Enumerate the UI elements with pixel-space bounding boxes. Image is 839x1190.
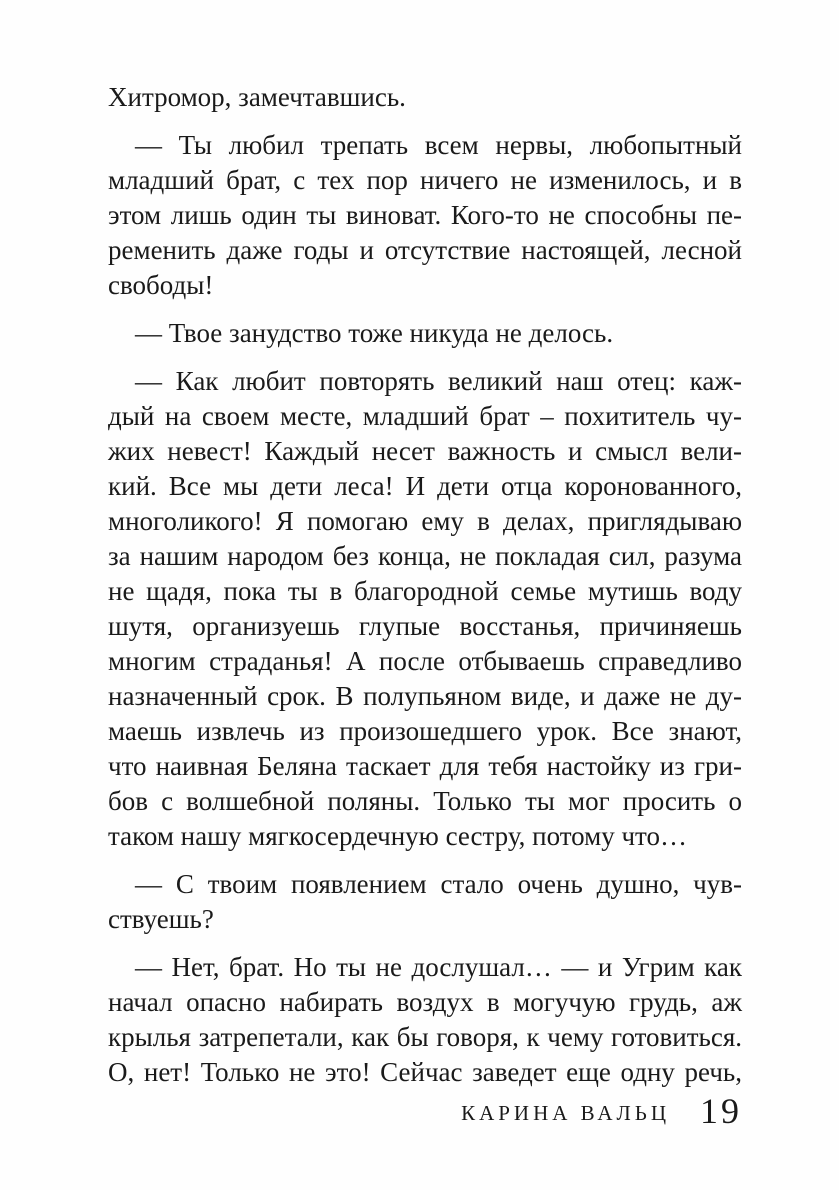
text-line: — Ты любил трепать всем нервы, любопытный [135, 130, 742, 160]
text-line: начал опасно набирать воздух в могучую грудь, аж [108, 987, 742, 1017]
text-line: маешь извлечь из произошедшего урок. Все знают, [108, 716, 742, 746]
paragraph [108, 950, 742, 1090]
text-line: — Нет, брат. Но ты не дослушал… — и Угрим как [135, 952, 742, 982]
text-line: кий. Все мы дети леса! И дети отца коронованного, [108, 471, 742, 501]
text-line: — Как любит повторять великий наш отец: каж- [135, 366, 742, 396]
paragraph [108, 867, 742, 937]
page-footer [108, 1088, 742, 1132]
paragraph [108, 316, 742, 351]
paragraph [108, 80, 742, 115]
text-line: — Твое занудство тоже никуда не делось. [135, 318, 614, 348]
text-line: дый на своем месте, младший брат – похититель чу- [108, 401, 742, 431]
text-line: этом лишь один ты виноват. Кого-то не способны пе- [108, 200, 742, 230]
text-line: — С твоим появлением стало очень душно, чув- [135, 869, 742, 899]
text-line: крылья затрепетали, как бы говоря, к чему готовиться. [108, 1022, 742, 1052]
text-line: таком нашу мягкосердечную сестру, потому что… [108, 821, 687, 851]
page-number: 19 [700, 1091, 742, 1131]
paragraph [108, 364, 742, 854]
text-line: многоликого! Я помогаю ему в делах, приглядываю [108, 506, 742, 536]
text-line: за нашим народом без конца, не покладая сил, разума [108, 541, 742, 571]
body-text [108, 80, 742, 1103]
paragraph [108, 128, 742, 303]
text-line: ременить даже годы и отсутствие настоящей, лесной [108, 235, 742, 265]
running-footer-author: КАРИНА ВАЛЬЦ [461, 1101, 670, 1125]
text-line: О, нет! Только не это! Сейчас заведет еще одну речь, [108, 1057, 742, 1087]
text-line: назначенный срок. В полупьяном виде, и даже не ду- [108, 681, 742, 711]
text-line: не щадя, пока ты в благородной семье мутишь воду [108, 576, 742, 606]
text-line: младший брат, с тех пор ничего не изменилось, и в [108, 165, 742, 195]
text-line: что наивная Беляна таскает для тебя настойку из гри- [108, 751, 742, 781]
text-line: свободы! [108, 270, 214, 300]
text-line: ствуешь? [108, 904, 214, 934]
text-line: многим страданья! А после отбываешь справедливо [108, 646, 742, 676]
text-line: жих невест! Каждый несет важность и смысл вели- [108, 436, 742, 466]
text-line: шутя, организуешь глупые восстанья, причиняешь [108, 611, 742, 641]
text-line: Хитромор, замечтавшись. [108, 82, 406, 112]
text-line: бов с волшебной поляны. Только ты мог просить о [108, 786, 742, 816]
